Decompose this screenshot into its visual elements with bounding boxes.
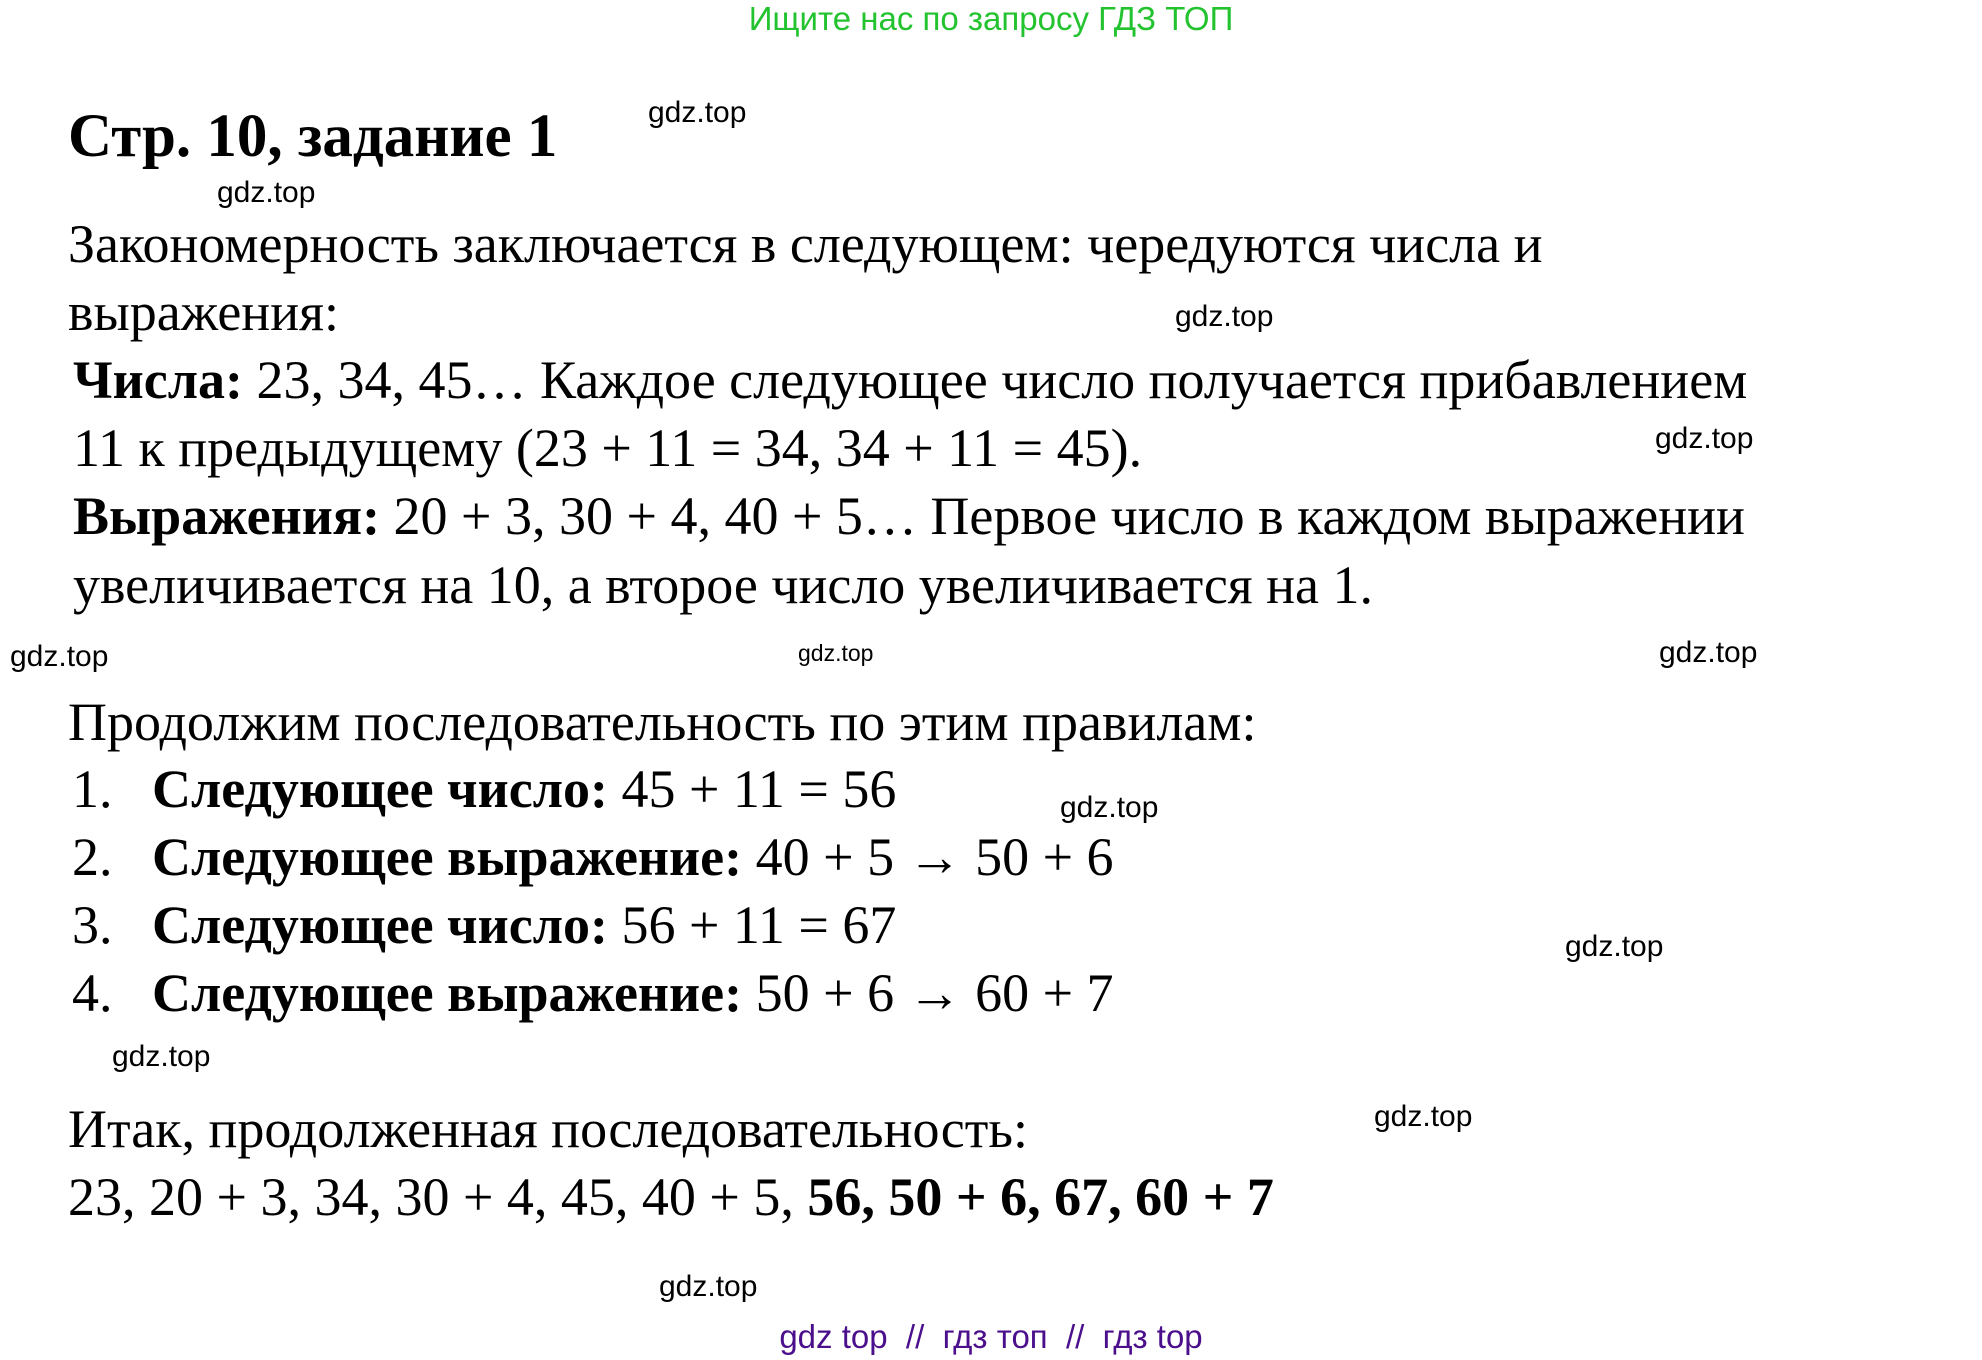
sequence-start: 23, 20 + 3, 34, 30 + 4, 45, 40 + 5, bbox=[68, 1167, 808, 1227]
step-number: 3. bbox=[72, 895, 113, 955]
watermark: gdz.top bbox=[1565, 930, 1664, 963]
top-banner: Ищите нас по запросу ГДЗ ТОП bbox=[748, 0, 1234, 37]
continue-heading: Продолжим последовательность по этим правилам: bbox=[68, 692, 1257, 752]
sequence-new: 56, 50 + 6, 67, 60 + 7 bbox=[807, 1167, 1274, 1227]
step-number: 4. bbox=[72, 963, 113, 1023]
intro-line-1: Закономерность заключается в следующем: чередуются числа и bbox=[68, 214, 1543, 274]
step-value: 45 + 11 = 56 bbox=[607, 759, 897, 819]
bottom-banner-text: gdz top // гдз топ // гдз top bbox=[779, 1318, 1203, 1355]
bottom-banner bbox=[0, 1318, 1982, 1356]
step-3 bbox=[72, 891, 896, 959]
step-label: Следующее число: bbox=[152, 895, 608, 955]
step-4 bbox=[72, 959, 1114, 1027]
step-label: Следующее выражение: bbox=[152, 963, 743, 1023]
watermark: gdz.top bbox=[217, 176, 316, 209]
watermark: gdz.top bbox=[1175, 300, 1274, 333]
watermark: gdz.top bbox=[1060, 791, 1159, 824]
result-heading: Итак, продолженная последовательность: bbox=[68, 1099, 1029, 1159]
step-value: 50 + 6 → 60 + 7 bbox=[742, 963, 1114, 1023]
watermark: gdz.top bbox=[659, 1270, 758, 1303]
watermark: gdz.top bbox=[1655, 422, 1754, 455]
expressions-line-2: увеличивается на 10, а второе число увеличивается на 1. bbox=[73, 555, 1374, 615]
watermark: gdz.top bbox=[1659, 636, 1758, 669]
intro-line-2: выражения: bbox=[68, 282, 339, 342]
step-value: 40 + 5 → 50 + 6 bbox=[742, 827, 1114, 887]
step-label: Следующее число: bbox=[152, 759, 608, 819]
step-number: 1. bbox=[72, 759, 113, 819]
watermark: gdz.top bbox=[10, 640, 109, 673]
numbers-line-1 bbox=[73, 346, 1747, 414]
watermark: gdz.top bbox=[1374, 1100, 1473, 1133]
step-1 bbox=[72, 755, 896, 823]
expressions-text: 20 + 3, 30 + 4, 40 + 5… Первое число в каждом выражении bbox=[380, 486, 1745, 546]
step-number: 2. bbox=[72, 827, 113, 887]
watermark: gdz.top bbox=[798, 640, 874, 666]
step-value: 56 + 11 = 67 bbox=[607, 895, 897, 955]
step-label: Следующее выражение: bbox=[152, 827, 743, 887]
step-2 bbox=[72, 823, 1114, 891]
expressions-line-1 bbox=[73, 482, 1745, 550]
numbers-label: Числа: bbox=[73, 350, 243, 410]
numbers-line-2: 11 к предыдущему (23 + 11 = 34, 34 + 11 = 45). bbox=[73, 418, 1143, 478]
watermark: gdz.top bbox=[112, 1040, 211, 1073]
watermark: gdz.top bbox=[648, 96, 747, 129]
numbers-text: 23, 34, 45… Каждое следующее число получается прибавлением bbox=[243, 350, 1748, 410]
page-title: Стр. 10, задание 1 bbox=[68, 103, 558, 170]
result-sequence bbox=[68, 1163, 1274, 1231]
expressions-label: Выражения: bbox=[73, 486, 381, 546]
